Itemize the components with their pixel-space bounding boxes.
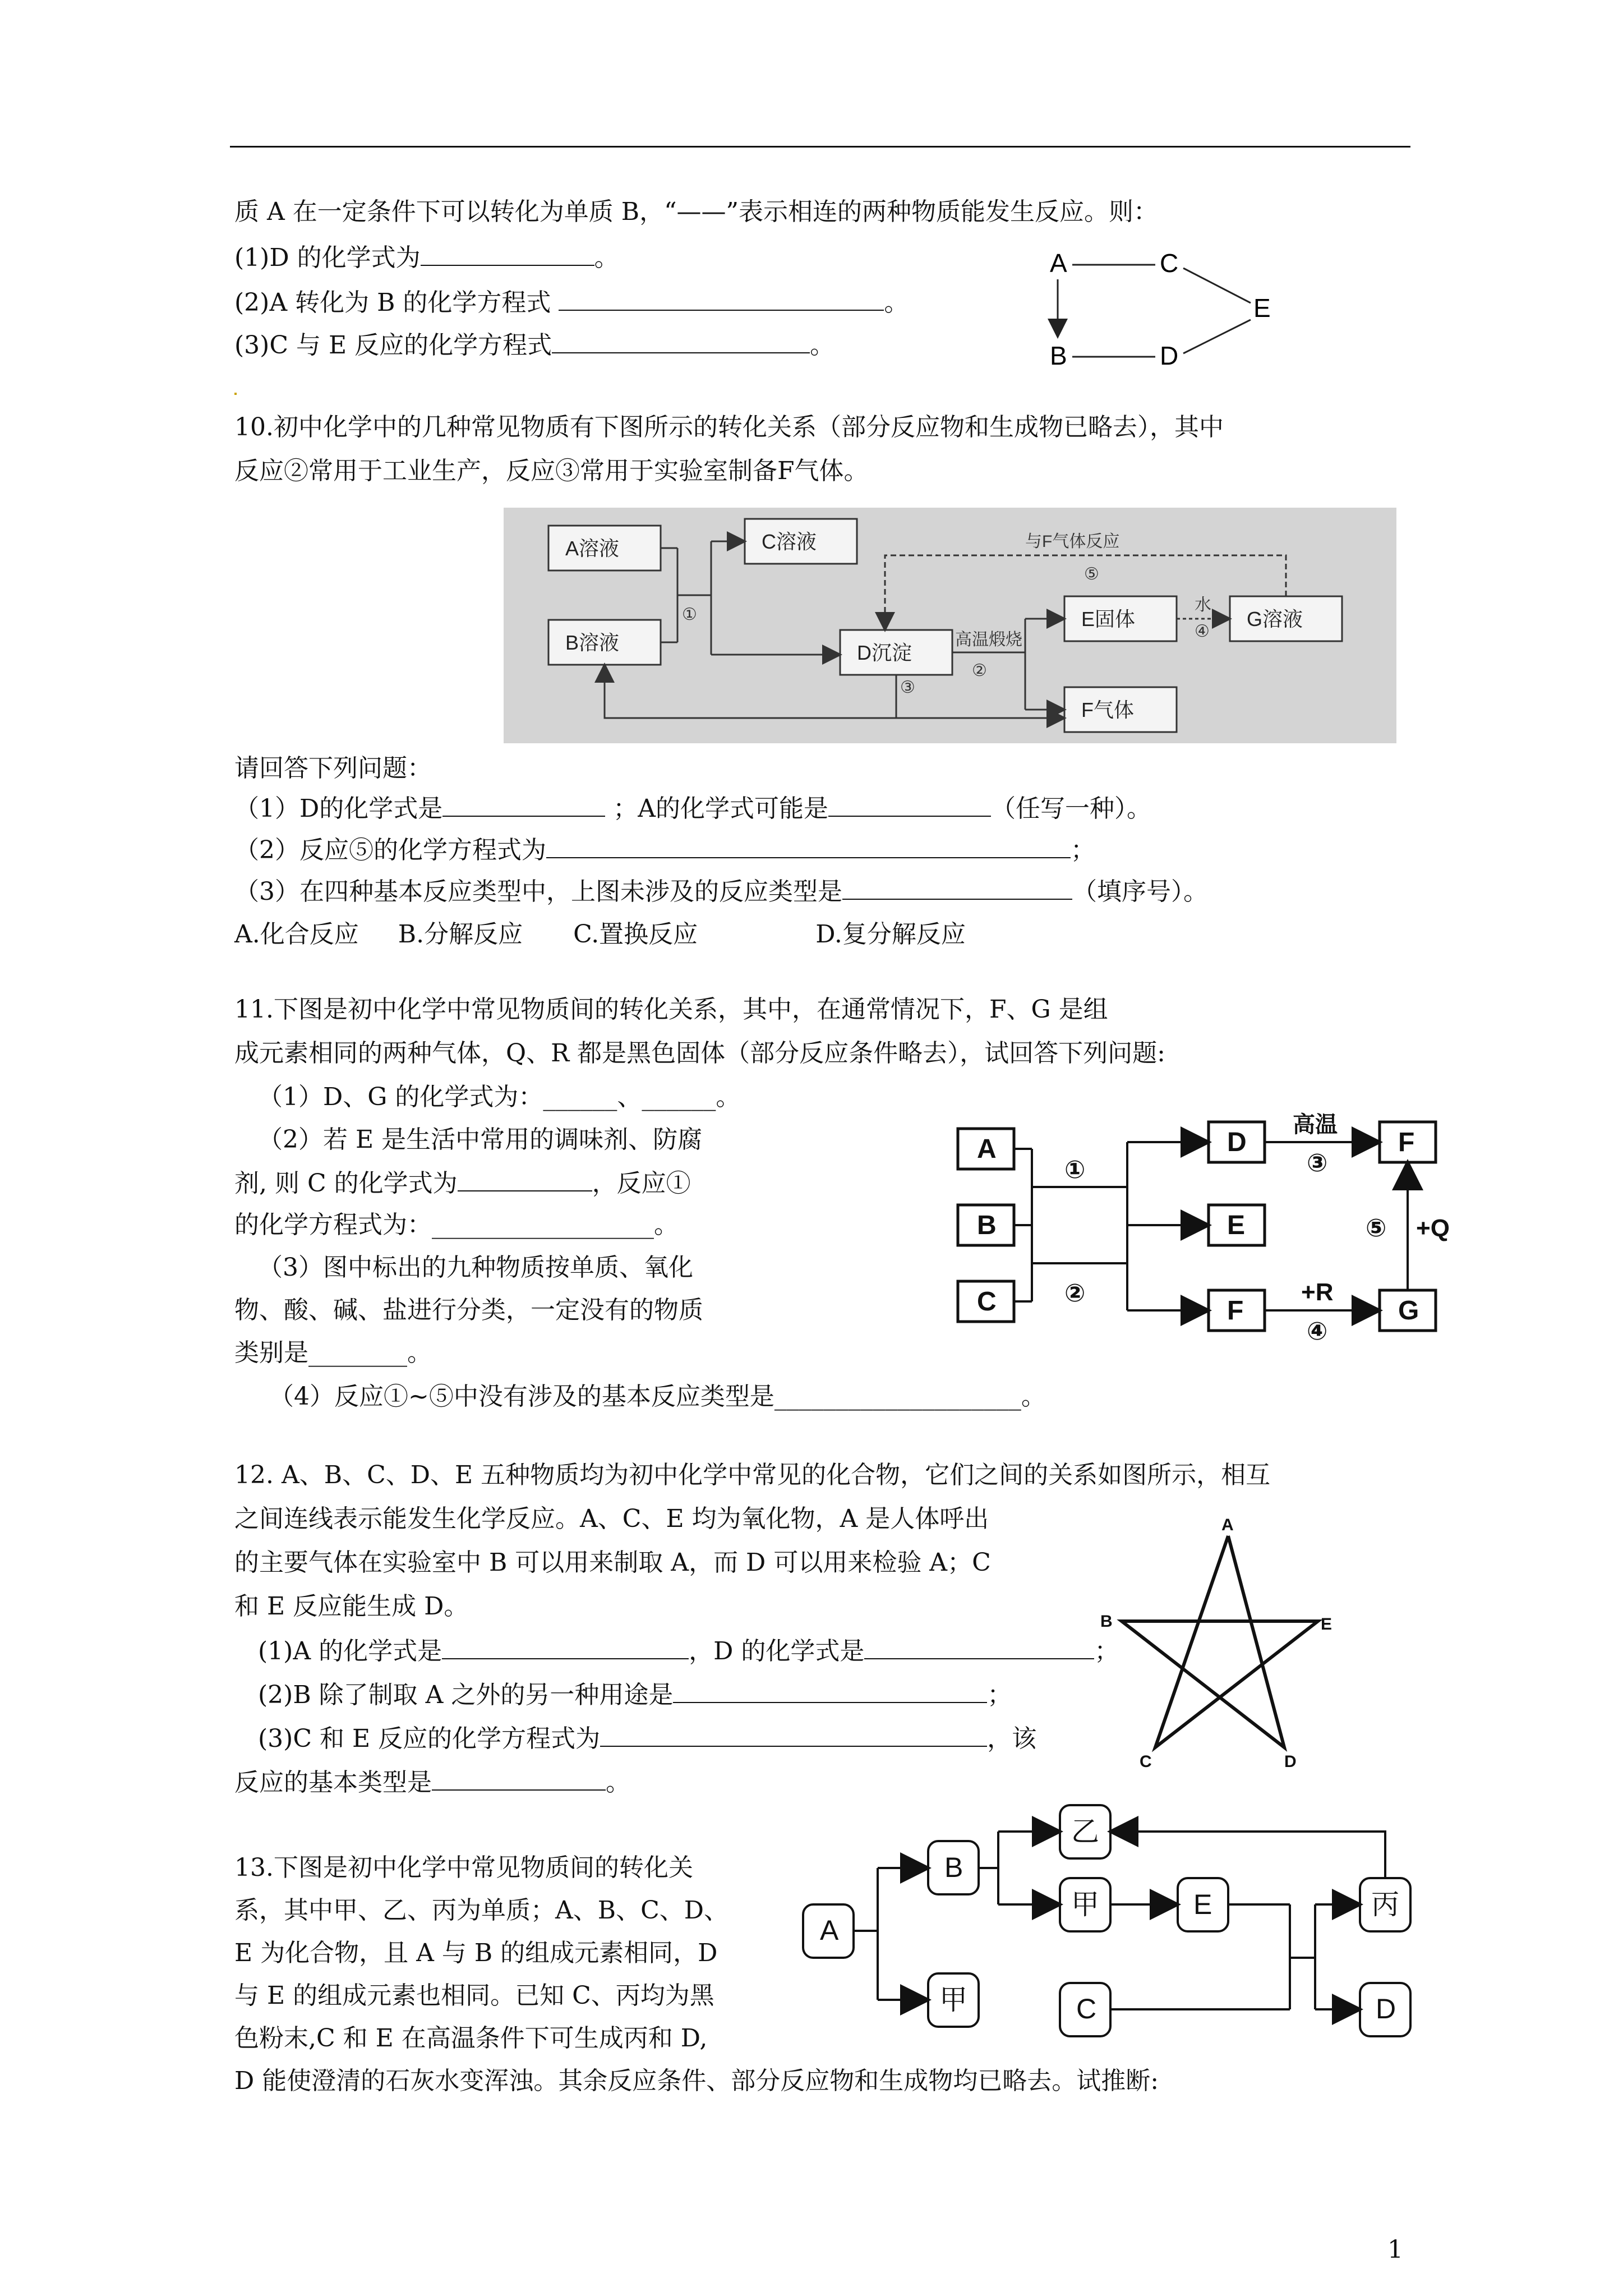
q11-part3b: 物、酸、碱、盐进行分类，一定没有的物质	[234, 1296, 703, 1324]
q12-diagram	[1099, 1515, 1352, 1773]
q10-part1: （1）D的化学式是 ；A的化学式可能是 （任写一种）。	[234, 791, 1151, 826]
q10-line1: 10.初中化学中的几种常见物质有下图所示的转化关系（部分反应物和生成物已略去），其中	[234, 413, 1224, 441]
q9-intro: 质 A 在一定条件下可以转化为单质 B，“——”表示相连的两种物质能发生反应。则：	[234, 197, 1159, 226]
q11-part2a: （2）若 E 是生活中常用的调味剂、防腐	[258, 1125, 703, 1154]
q12-part3: (3)C 和 E 反应的化学方程式为 ，该	[258, 1721, 1036, 1756]
q12-node-c: C	[1140, 1752, 1152, 1771]
q12-node-d: D	[1284, 1752, 1297, 1771]
q13-box-jia2: 甲	[939, 1984, 967, 2016]
q11-part4: （4）反应①~⑤中没有涉及的基本反应类型是____________________。	[269, 1382, 1046, 1411]
q9-diagram	[1038, 247, 1295, 387]
q10-option-a: A.化合反应	[234, 920, 359, 949]
q10-ask: 请回答下列问题：	[234, 754, 432, 783]
q9-part1: (1)D 的化学式为 。	[234, 240, 619, 275]
q10-label-water: 水	[1195, 596, 1211, 614]
q11-box-e: E	[1227, 1211, 1246, 1240]
q12-line1: 12. A、B、C、D、E 五种物质均为初中化学中常见的化合物，它们之间的关系如图所示，相互	[234, 1461, 1271, 1489]
q11-box-f1: F	[1227, 1296, 1244, 1326]
q10-option-b: B.分解反应	[398, 920, 523, 949]
q11-box-g: G	[1398, 1296, 1419, 1326]
q12-part1: (1)A 的化学式是 ，D 的化学式是 ；	[258, 1634, 1119, 1668]
q11-label-heat: 高温	[1293, 1112, 1338, 1137]
q11-line2: 成元素相同的两种气体，Q、R 都是黑色固体（部分反应条件略去），试回答下列问题:	[234, 1039, 1166, 1068]
q10-part2: （2）反应⑤的化学方程式为 ；	[234, 832, 1095, 867]
q11-box-c: C	[977, 1287, 997, 1317]
q10-box-c: C溶液	[762, 530, 817, 553]
q12-node-b: B	[1100, 1612, 1113, 1631]
q12-part3c: 反应的基本类型是 。	[234, 1765, 630, 1800]
q10-box-g: G溶液	[1247, 608, 1303, 631]
q11-box-d: D	[1227, 1128, 1247, 1157]
stray-mark	[234, 393, 237, 395]
q10-label-heat: 高温煅烧	[955, 631, 1022, 649]
q10-box-b: B溶液	[565, 631, 620, 654]
q11-part2c: 的化学方程式为：__________________。	[234, 1211, 679, 1239]
q11-label-5: ⑤	[1366, 1214, 1387, 1242]
q11-part3c: 类别是________。	[234, 1338, 432, 1367]
q13-line5: 色粉末,C 和 E 在高温条件下可生成丙和 D,	[234, 2024, 708, 2053]
q9-node-e: E	[1253, 293, 1271, 323]
q11-part3a: （3）图中标出的九种物质按单质、氧化	[258, 1253, 693, 1282]
q13-box-b: B	[944, 1852, 963, 1883]
q10-line2: 反应②常用于工业生产，反应③常用于实验室制备F气体。	[234, 457, 869, 485]
q11-label-1: ①	[1064, 1156, 1086, 1184]
q13-line1: 13.下图是初中化学中常见物质间的转化关	[234, 1853, 693, 1882]
q11-label-4: ④	[1307, 1318, 1328, 1345]
q10-diagram	[504, 508, 1396, 743]
q10-options	[234, 918, 966, 951]
q11-label-2: ②	[1064, 1280, 1086, 1307]
q12-node-e: E	[1321, 1615, 1332, 1634]
q9-part2: (2)A 转化为 B 的化学方程式 。	[234, 285, 909, 320]
q10-part3: （3）在四种基本反应类型中，上图未涉及的反应类型是 （填序号）。	[234, 874, 1208, 909]
q13-line6: D 能使澄清的石灰水变浑浊。其余反应条件、部分反应物和生成物均已略去。试推断:	[234, 2067, 1159, 2095]
q10-label-1: ①	[682, 605, 697, 624]
q11-box-b: B	[977, 1211, 997, 1240]
header-rule	[230, 146, 1410, 148]
q13-line2: 系，其中甲、乙、丙为单质；A、B、C、D、	[234, 1896, 729, 1925]
q10-box-e: E固体	[1081, 608, 1136, 631]
q13-box-a: A	[820, 1915, 839, 1946]
q13-box-e: E	[1193, 1889, 1212, 1920]
q13-diagram	[796, 1795, 1424, 2059]
q10-option-c: C.置换反应	[573, 920, 698, 949]
q11-part1: （1）D、G 的化学式为：______、______。	[258, 1083, 741, 1111]
q10-label-3: ③	[900, 678, 915, 697]
page-number: 1	[1387, 2235, 1403, 2264]
q11-line1: 11.下图是初中化学中常见物质间的转化关系，其中，在通常情况下，F、G 是组	[234, 995, 1108, 1024]
q12-part2: (2)B 除了制取 A 之外的另一种用途是 ；	[258, 1677, 1012, 1712]
q10-option-d: D.复分解反应	[815, 920, 966, 949]
q11-part2b: 剂, 则 C 的化学式为 ，反应①	[234, 1166, 691, 1200]
q12-line4: 和 E 反应能生成 D。	[234, 1592, 469, 1621]
q10-box-d: D沉淀	[857, 641, 912, 664]
q9-node-d: D	[1160, 341, 1179, 370]
q10-box-f: F气体	[1081, 698, 1134, 721]
q9-node-b: B	[1050, 341, 1067, 370]
q13-box-jia1: 甲	[1071, 1889, 1099, 1920]
q12-line2: 之间连线表示能发生化学反应。A、C、E 均为氧化物，A 是人体呼出	[234, 1504, 989, 1533]
q11-label-q: +Q	[1416, 1214, 1450, 1242]
q9-node-c: C	[1160, 249, 1179, 278]
q12-line3: 的主要气体在实验室中 B 可以用来制取 A，而 D 可以用来检验 A；C	[234, 1548, 991, 1577]
q13-box-bing: 丙	[1371, 1889, 1399, 1920]
q9-part3: (3)C 与 E 反应的化学方程式 。	[234, 328, 834, 362]
q10-label-react: 与F气体反应	[1025, 532, 1120, 551]
q11-diagram	[953, 1105, 1458, 1352]
q11-label-3: ③	[1307, 1149, 1328, 1177]
q10-label-4: ④	[1195, 622, 1210, 641]
q9-node-a: A	[1050, 249, 1067, 278]
q13-box-yi: 乙	[1071, 1816, 1099, 1847]
q11-box-f2: F	[1398, 1128, 1415, 1157]
q13-box-c: C	[1076, 1993, 1097, 2024]
q12-node-a: A	[1221, 1516, 1234, 1534]
q13-line3: E 为化合物，且 A 与 B 的组成元素相同，D	[234, 1939, 718, 1967]
q10-label-2: ②	[972, 661, 987, 680]
q10-box-a: A溶液	[565, 537, 620, 560]
q13-line4: 与 E 的组成元素也相同。已知 C、丙均为黑	[234, 1981, 714, 2010]
q10-label-5: ⑤	[1084, 565, 1099, 583]
q11-label-r: +R	[1301, 1278, 1334, 1306]
q13-box-d: D	[1376, 1993, 1396, 2024]
q11-box-a: A	[977, 1134, 997, 1164]
